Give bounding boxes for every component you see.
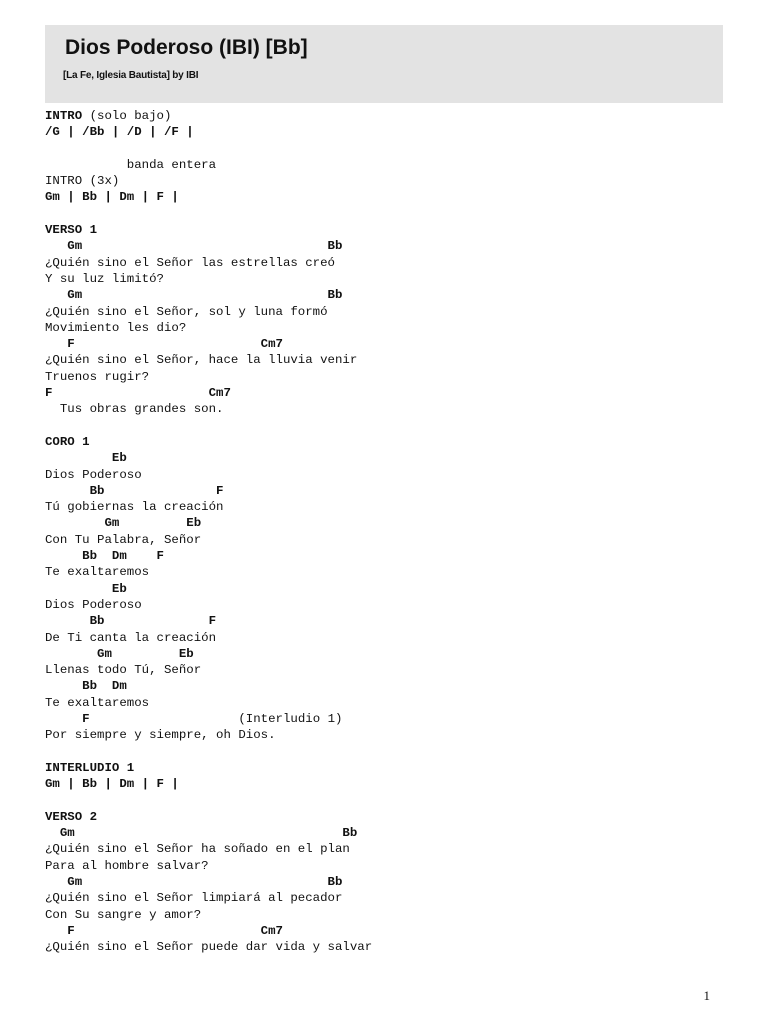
chord-line: Bb Dm [45,679,127,694]
chord-line: F Cm7 [45,337,283,352]
page-number: 1 [703,988,710,1003]
lyric-line: Te exaltaremos [45,565,150,580]
lyric-line [45,792,735,808]
chord-line: VERSO 1 [45,223,98,238]
chord-line: /G | /Bb | /D | /F | [45,125,194,140]
lyric-line: INTRO (solo bajo) [45,109,172,123]
song-subtitle: [La Fe, Iglesia Bautista] by IBI [63,70,199,81]
chord-line: F Cm7 [45,386,231,401]
lyric-line: Llenas todo Tú, Señor [45,663,202,678]
lyric-line: Tus obras grandes son. [45,402,224,417]
lyric-line: ¿Quién sino el Señor ha soñado en el plan [45,842,350,857]
chord-line: Gm Bb [45,239,343,254]
lyric-line: De Ti canta la creación [45,630,217,645]
chord-line: Eb [45,581,127,596]
song-title: Dios Poderoso (IBI) [Bb] [65,36,308,59]
lyric-line: Para al hombre salvar? [45,858,209,873]
chord-line: Gm Bb [45,874,343,889]
lyric-line: Y su luz limitó? [45,271,164,286]
lyric-line [45,141,735,157]
lyric-line: F (Interludio 1) [45,711,343,726]
lyric-line: Te exaltaremos [45,695,150,710]
lyric-line: Tú gobiernas la creación [45,500,224,515]
chord-line: F Cm7 [45,923,283,938]
chord-line: Gm Bb [45,826,358,841]
lyric-line: Dios Poderoso [45,467,142,482]
chord-line: INTERLUDIO 1 [45,760,135,775]
lyric-line: INTRO (3x) [45,174,120,189]
lyric-line: Movimiento les dio? [45,320,187,335]
chord-line: VERSO 2 [45,809,98,824]
chord-line: Gm | Bb | Dm | F | [45,190,179,205]
lyric-line [45,418,735,434]
lyric-line: ¿Quién sino el Señor puede dar vida y salvar [45,940,373,955]
chord-line: Bb F [45,614,217,629]
chord-line: Gm Bb [45,288,343,303]
lyric-line [45,744,735,760]
lyric-line: Dios Poderoso [45,597,142,612]
song-header [45,25,723,103]
lyric-line: Con Su sangre y amor? [45,907,202,922]
chord-line: Bb Dm F [45,549,164,564]
lyric-line: ¿Quién sino el Señor las estrellas creó [45,255,335,270]
lyric-line: Por siempre y siempre, oh Dios. [45,728,276,743]
chord-line: Eb [45,451,127,466]
chord-line: Gm Eb [45,516,202,531]
chord-line: CORO 1 [45,434,90,449]
lyric-line [45,206,735,222]
chord-line: Bb F [45,483,224,498]
lyric-line: banda entera [45,157,217,172]
lyric-line: Con Tu Palabra, Señor [45,532,202,547]
lyric-line: Truenos rugir? [45,369,150,384]
lyric-line: ¿Quién sino el Señor, sol y luna formó [45,304,328,319]
lyric-line: ¿Quién sino el Señor limpiará al pecador [45,891,343,906]
chord-line: Gm | Bb | Dm | F | [45,777,179,792]
chord-sheet [45,108,735,955]
chord-line: Gm Eb [45,646,194,661]
lyric-line: ¿Quién sino el Señor, hace la lluvia venir [45,353,358,368]
